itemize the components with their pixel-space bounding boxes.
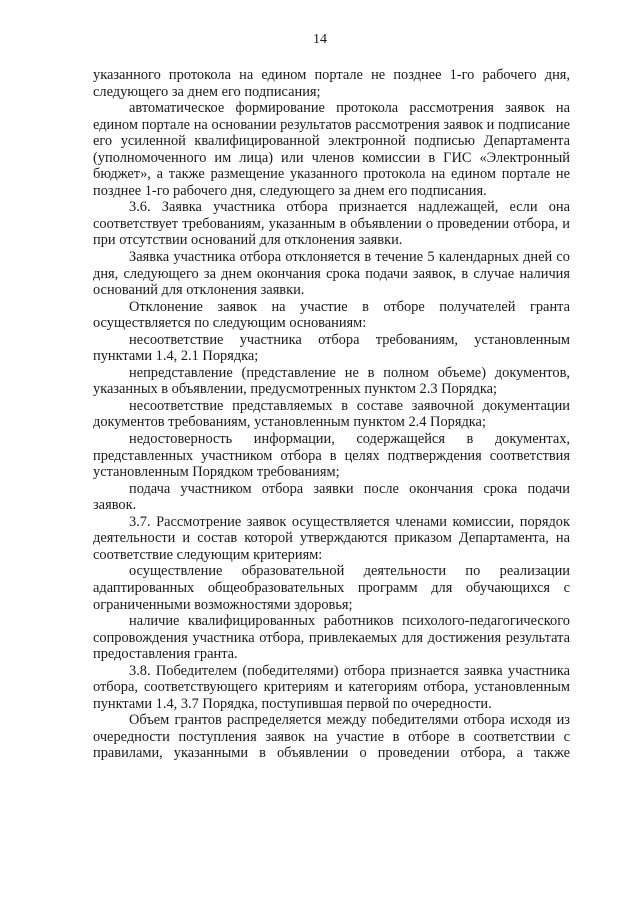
page-number: 14 [313, 32, 327, 47]
paragraph: автоматическое формирование протокола рассмотрения заявок на едином портале на основании результатов рассмотрения заявок и подписание его усиленной квалифицированной электронной подписью Департамента (уполномоченного им лица) или членов комиссии в ГИС «Электронный бюджет», а также размещение указанного протокола на едином портале не позднее 1-го рабочего дня, следующего за днем его подписания. [93, 100, 570, 199]
paragraph: указанного протокола на едином портале не позднее 1-го рабочего дня, следующего за днем его подписания; [93, 67, 570, 100]
paragraph: 3.7. Рассмотрение заявок осуществляется членами комиссии, порядок деятельности и состав которой утверждаются приказом Департамента, на соответствие следующим критериям: [93, 513, 570, 563]
paragraph: недостоверность информации, содержащейся в документах, представленных участником отбора в целях подтверждения соответствия установленным Порядком требованиям; [93, 431, 570, 481]
paragraph: Объем грантов распределяется между победителями отбора исходя из очередности поступления заявок на участие в отборе в соответствии с правилами, указанными в объявлении о проведении отбора, а также [93, 712, 570, 762]
paragraph: подача участником отбора заявки после окончания срока подачи заявок. [93, 480, 570, 514]
paragraph: наличие квалифицированных работников психолого-педагогического сопровождения участника отбора, привлекаемых для достижения результата предоставления гранта. [93, 613, 570, 663]
paragraph: осуществление образовательной деятельности по реализации адаптированных общеобразовательных программ для обучающихся с ограниченными возможностями здоровья; [93, 563, 570, 613]
paragraph: Отклонение заявок на участие в отборе получателей гранта осуществляется по следующим основаниям: [93, 298, 570, 332]
paragraph: Заявка участника отбора отклоняется в течение 5 календарных дней со дня, следующего за днем окончания срока подачи заявок, в случае наличия оснований для отклонения заявки. [93, 249, 570, 299]
paragraph: 3.6. Заявка участника отбора признается надлежащей, если она соответствует требованиям, указанным в объявлении о проведении отбора, и при отсутствии оснований для отклонения заявки. [93, 199, 570, 249]
paragraph: непредставление (представление не в полном объеме) документов, указанных в объявлении, предусмотренных пунктом 2.3 Порядка; [93, 364, 570, 398]
paragraph: несоответствие участника отбора требованиям, установленным пунктами 1.4, 2.1 Порядка; [93, 331, 570, 365]
paragraph: несоответствие представляемых в составе заявочной документации документов требованиям, установленным пунктом 2.4 Порядка; [93, 397, 570, 431]
paragraph: 3.8. Победителем (победителями) отбора признается заявка участника отбора, соответствующего критериям и категориям отбора, установленным пунктами 1.4, 3.7 Порядка, поступившая первой по очередности. [93, 662, 570, 712]
document-body [93, 67, 570, 762]
